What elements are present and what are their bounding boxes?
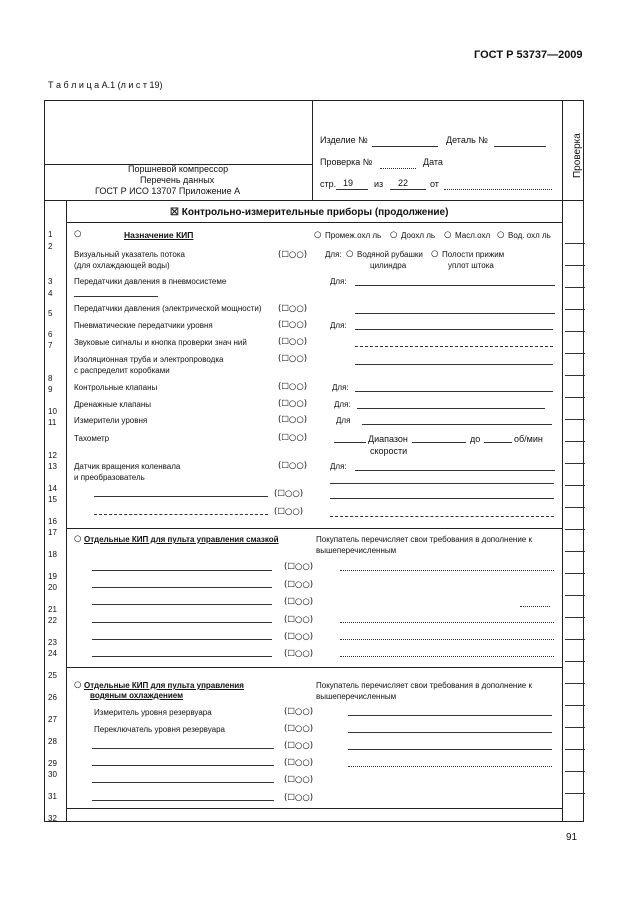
revision-label: Проверка № [320, 157, 373, 167]
flow-indicator-options[interactable]: (☐○○) [278, 250, 308, 260]
extra-instrument-field[interactable] [94, 496, 268, 497]
revision-field[interactable] [380, 168, 416, 169]
check-cell-line [565, 331, 585, 332]
check-valves-field[interactable] [355, 391, 553, 392]
alarm-field[interactable] [355, 346, 553, 347]
purpose-radio[interactable]: ○ [74, 229, 82, 239]
title-bottom-line [44, 200, 584, 201]
page-value: 19 [343, 178, 354, 188]
rpm-label: об/мин [514, 434, 543, 444]
row-number: 32 [48, 814, 57, 823]
date-label: Дата [423, 157, 443, 167]
check-column-label: Проверка [572, 133, 583, 178]
row5-field[interactable] [355, 313, 555, 314]
crank-sensor-sub: и преобразователь [74, 473, 145, 482]
row-number: 1 [48, 230, 53, 239]
for-label: Для: [325, 250, 342, 259]
row-number: 20 [48, 583, 57, 592]
lube-panel-note-2: вышеперечисленным [316, 546, 397, 555]
section-title [170, 207, 448, 219]
extra-instrument-options[interactable]: (☐○○) [274, 489, 304, 499]
row-number: 19 [48, 572, 57, 581]
lube-requirement-field[interactable] [340, 622, 554, 623]
lube-instrument-field[interactable] [92, 587, 272, 588]
flow-indicator-sub: (для охлаждающей воды) [74, 261, 170, 270]
aftercooler-label: Доохл ль [401, 231, 436, 240]
tachometer-label: Тахометр [74, 434, 110, 443]
check-cell-line [565, 573, 585, 574]
item-number-field[interactable] [372, 146, 438, 147]
crank-sensor-field[interactable] [355, 470, 555, 471]
of-label: из [374, 179, 384, 189]
from-label: от [430, 179, 439, 189]
oilcooler-label: Масл.охл [455, 231, 491, 240]
range-to-field[interactable] [484, 442, 512, 443]
check-cell-line [565, 639, 585, 640]
check-cell-line [565, 463, 585, 464]
row-number: 7 [48, 341, 53, 350]
lube-requirement-field[interactable] [340, 570, 554, 571]
tank-level-meter-options[interactable]: (☐○○) [284, 707, 314, 717]
lube-instrument-options[interactable]: (☐○○) [284, 615, 314, 625]
check-cell-line [565, 419, 585, 420]
water-instrument-field[interactable] [92, 765, 274, 766]
water-panel-note: Покупатель перечисляет свои требования в дополнение к [316, 681, 532, 690]
water-instrument-options[interactable]: (☐○○) [284, 741, 314, 751]
oilcooler-radio[interactable]: ○ [444, 230, 452, 240]
check-cell-line [565, 265, 585, 266]
water-requirement-field[interactable] [348, 766, 552, 767]
extra-instrument-purpose[interactable] [330, 516, 554, 517]
level-gauges-field[interactable] [362, 424, 552, 425]
conduit-label: Изоляционная труба и электропроводка [74, 355, 224, 364]
lube-requirement-field[interactable] [340, 656, 554, 657]
level-gauges-options[interactable]: (☐○○) [278, 415, 308, 425]
separator-25 [66, 667, 562, 668]
conduit-sub: с распределит коробками [74, 366, 170, 375]
level-pneumatic-options[interactable]: (☐○○) [278, 320, 308, 330]
title-line1: Поршневой компрессор [128, 164, 229, 174]
check-column-divider [562, 100, 563, 822]
for-label: Для: [334, 400, 351, 409]
row-number: 12 [48, 451, 57, 460]
section-title-line [66, 222, 562, 223]
lube-instrument-field[interactable] [92, 656, 272, 657]
for-label: Для: [330, 277, 347, 286]
water-panel-heading-2: водяным охлаждением [90, 691, 184, 700]
drain-valves-label: Дренажные клапаны [74, 400, 152, 409]
part-number-label: Деталь № [446, 135, 488, 145]
row-number: 27 [48, 715, 57, 724]
check-cell-line [565, 507, 585, 508]
extra-instrument-purpose[interactable] [330, 498, 554, 499]
range-label: Диапазон [368, 434, 408, 444]
purpose-heading: Назначение КИП [124, 230, 194, 240]
water-requirement-field[interactable] [348, 749, 552, 750]
separator-17 [66, 528, 562, 529]
row-number: 31 [48, 792, 57, 801]
lube-instrument-field[interactable] [92, 639, 272, 640]
pressure-transmitter-field[interactable] [355, 285, 555, 286]
check-cell-line [565, 375, 585, 376]
row-number: 28 [48, 737, 57, 746]
row-number: 14 [48, 484, 57, 493]
for-label: Для [336, 416, 351, 425]
row-number: 5 [48, 309, 53, 318]
lube-instrument-field[interactable] [92, 622, 272, 623]
lube-instrument-field[interactable] [92, 570, 272, 571]
page-field [336, 189, 368, 190]
seal-cavity-radio[interactable]: ○ [431, 249, 439, 259]
row-number: 26 [48, 693, 57, 702]
pressure-electric-label: Передатчики давления (электрической мощности) [74, 304, 262, 313]
check-valves-label: Контрольные клапаны [74, 383, 158, 392]
seal-cavity-label: Полости прижим [442, 250, 505, 259]
row-number: 22 [48, 616, 57, 625]
row-number: 6 [48, 330, 53, 339]
part-number-field[interactable] [494, 146, 546, 147]
separator-32 [66, 808, 562, 809]
conduit-options[interactable]: (☐○○) [278, 354, 308, 364]
of-field [390, 189, 426, 190]
lube-panel-heading: Отдельные КИП для пульта управления смазкой [84, 535, 279, 544]
water-requirement-field[interactable] [348, 715, 552, 716]
check-cell-line [565, 771, 585, 772]
water-instrument-field[interactable] [92, 782, 274, 783]
row-number: 23 [48, 638, 57, 647]
row-number: 25 [48, 671, 57, 680]
page-number: 91 [566, 832, 578, 843]
pressure-electric-options[interactable]: (☐○○) [278, 304, 308, 314]
check-cell-line [565, 793, 585, 794]
water-instrument-options[interactable]: (☐○○) [284, 793, 314, 803]
alarm-options[interactable]: (☐○○) [278, 337, 308, 347]
from-field[interactable] [444, 189, 552, 190]
range-to-label: до [470, 434, 481, 444]
lube-instrument-options[interactable]: (☐○○) [284, 597, 314, 607]
lube-requirement-field[interactable] [520, 606, 550, 607]
flow-indicator-label: Визуальный указатель потока [74, 250, 185, 259]
water-panel-radio[interactable]: ○ [74, 680, 82, 690]
water-requirement-field[interactable] [348, 732, 552, 733]
check-cell-line [565, 353, 585, 354]
water-jacket-sub: цилиндра [370, 261, 407, 270]
range-from-field[interactable] [412, 442, 466, 443]
check-cell-line [565, 287, 585, 288]
extra-instrument-field[interactable] [94, 514, 268, 515]
extra-instrument-options[interactable]: (☐○○) [274, 507, 304, 517]
check-cell-line [565, 595, 585, 596]
check-cell-line [565, 683, 585, 684]
section-checkbox-icon: ☒ [170, 207, 179, 218]
check-cell-line [565, 727, 585, 728]
section-title-text: Контрольно-измерительные приборы (продолжение) [181, 207, 449, 218]
water-instrument-options[interactable]: (☐○○) [284, 758, 314, 768]
row4-blank-field[interactable] [74, 296, 158, 297]
check-cell-line [565, 243, 585, 244]
for-label: Для: [332, 383, 349, 392]
watercooler-radio[interactable]: ○ [497, 230, 505, 240]
row-number: 10 [48, 407, 57, 416]
water-instrument-options[interactable]: (☐○○) [284, 775, 314, 785]
check-cell-line [565, 529, 585, 530]
tank-level-meter-label: Измеритель уровня резервуара [94, 708, 212, 717]
row-number: 21 [48, 605, 57, 614]
check-cell-line [565, 441, 585, 442]
table-caption: Т а б л и ц а А.1 (л и с т 19) [48, 80, 163, 90]
row-number: 8 [48, 374, 53, 383]
check-cell-line [565, 551, 585, 552]
tank-level-switch-options[interactable]: (☐○○) [284, 724, 314, 734]
title-line2: Перечень данных [140, 175, 215, 185]
water-panel-note-2: вышеперечисленным [316, 692, 397, 701]
conduit-field[interactable] [355, 364, 553, 365]
crank-sensor-field-2[interactable] [330, 483, 554, 484]
pressure-transmitter-label: Передатчики давления в пневмосистеме [74, 277, 227, 286]
row-number: 24 [48, 649, 57, 658]
row-number: 18 [48, 550, 57, 559]
lube-instrument-options[interactable]: (☐○○) [284, 632, 314, 642]
check-cell-line [565, 309, 585, 310]
intercooler-radio[interactable]: ○ [314, 230, 322, 240]
watercooler-label: Вод. охл ль [508, 231, 551, 240]
lube-instrument-options[interactable]: (☐○○) [284, 580, 314, 590]
level-pneumatic-label: Пневматические передатчики уровня [74, 321, 213, 330]
lube-panel-radio[interactable]: ○ [74, 534, 82, 544]
aftercooler-radio[interactable]: ○ [390, 230, 398, 240]
seal-cavity-sub: уплот штока [448, 261, 494, 270]
row-number: 3 [48, 277, 53, 286]
row-number: 9 [48, 385, 53, 394]
row-number: 17 [48, 528, 57, 537]
title-line3: ГОСТ Р ИСО 13707 Приложение А [95, 186, 241, 196]
crank-sensor-options[interactable]: (☐○○) [278, 461, 308, 471]
check-valves-options[interactable]: (☐○○) [278, 382, 308, 392]
of-value: 22 [398, 178, 409, 188]
tank-level-switch-label: Переключатель уровня резервуара [94, 725, 225, 734]
check-cell-line [565, 749, 585, 750]
drain-valves-options[interactable]: (☐○○) [278, 399, 308, 409]
crank-sensor-label: Датчик вращения коленвала [74, 462, 181, 471]
title-divider [312, 100, 313, 200]
water-instrument-field[interactable] [92, 800, 274, 801]
water-jacket-label: Водяной рубашки [357, 250, 423, 259]
lube-instrument-options[interactable]: (☐○○) [284, 562, 314, 572]
drain-valves-field[interactable] [357, 408, 545, 409]
lube-requirement-field[interactable] [340, 639, 554, 640]
level-pneumatic-field[interactable] [355, 329, 553, 330]
water-instrument-field[interactable] [92, 748, 274, 749]
tachometer-type-field[interactable] [334, 442, 366, 443]
row-number: 11 [48, 418, 57, 427]
check-cell-line [565, 617, 585, 618]
alarm-label: Звуковые сигналы и кнопка проверки знач ний [74, 338, 247, 347]
speed-label: скорости [370, 446, 408, 456]
intercooler-label: Промеж.охл ль [325, 231, 382, 240]
check-cell-line [565, 485, 585, 486]
lube-instrument-options[interactable]: (☐○○) [284, 649, 314, 659]
row-number: 2 [48, 242, 53, 251]
lube-instrument-field[interactable] [92, 604, 272, 605]
lube-panel-note: Покупатель перечисляет свои требования в дополнение к [316, 535, 532, 544]
item-number-label: Изделие № [320, 135, 368, 145]
tachometer-options[interactable]: (☐○○) [278, 433, 308, 443]
check-cell-line [565, 397, 585, 398]
page-label: стр. [320, 179, 337, 189]
water-panel-heading: Отдельные КИП для пульта управления [84, 681, 244, 690]
water-jacket-radio[interactable]: ○ [346, 249, 354, 259]
row-number: 4 [48, 289, 53, 298]
row-number: 29 [48, 759, 57, 768]
row-number-divider [66, 200, 67, 822]
level-gauges-label: Измерители уровня [74, 416, 148, 425]
row-number: 30 [48, 770, 57, 779]
row-number: 15 [48, 495, 57, 504]
standard-number: ГОСТ Р 53737—2009 [474, 49, 583, 61]
for-label: Для: [330, 462, 347, 471]
row-number: 16 [48, 517, 57, 526]
check-cell-line [565, 661, 585, 662]
for-label: Для: [330, 321, 347, 330]
check-cell-line [565, 705, 585, 706]
row-number: 13 [48, 462, 57, 471]
